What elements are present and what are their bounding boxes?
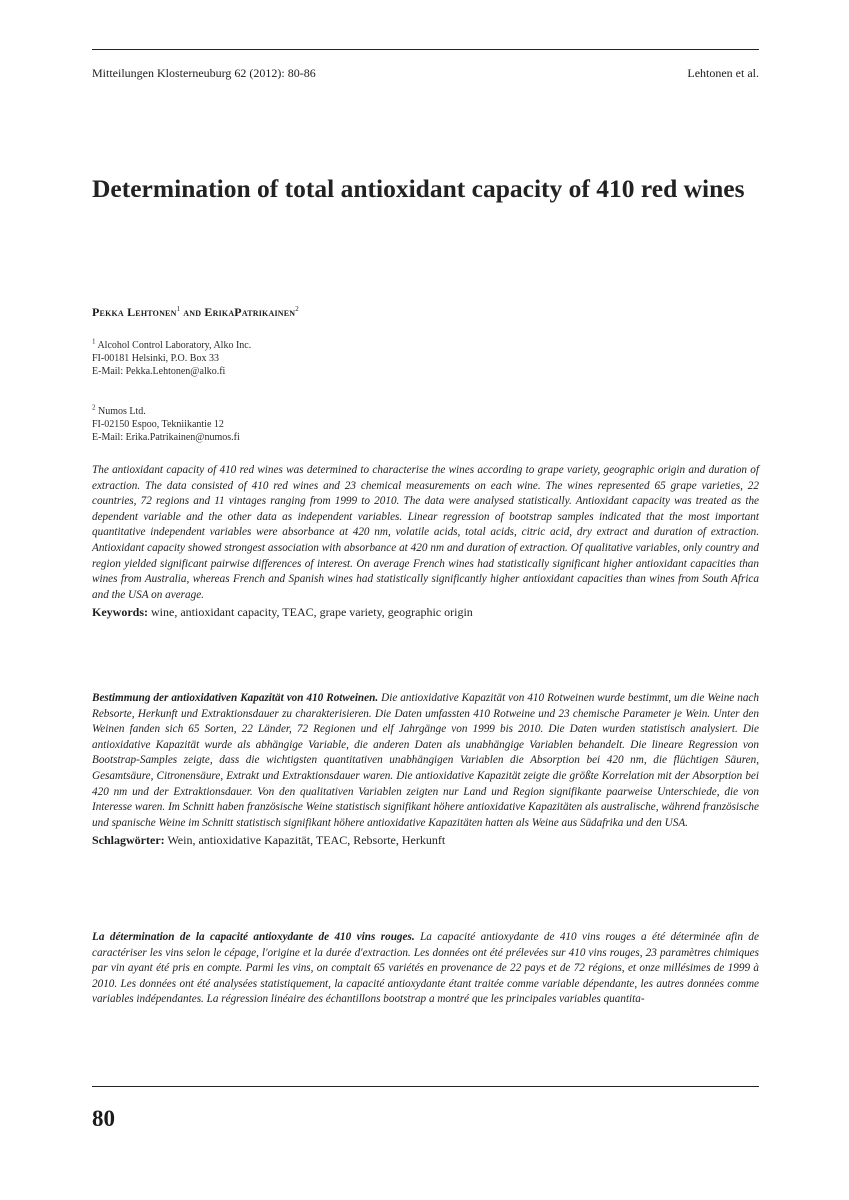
affiliation-1-name: Alcohol Control Laboratory, Alko Inc. xyxy=(95,340,252,351)
keywords-german xyxy=(92,833,759,849)
page-number: 80 xyxy=(92,1106,115,1131)
journal-citation: Mitteilungen Klosterneuburg 62 (2012): 80-86 xyxy=(92,66,316,80)
author-conjunction: and xyxy=(180,305,205,319)
author-1-sup: 1 xyxy=(176,305,181,313)
affiliation-2-sup: 2 xyxy=(92,403,96,412)
abstract-german xyxy=(92,691,762,849)
footer-rule xyxy=(92,1086,759,1087)
abstract-french xyxy=(92,930,762,1008)
affiliation-2-address: FI-02150 Espoo, Tekniikantie 12 xyxy=(92,419,224,430)
author-line xyxy=(92,305,299,320)
affiliation-1 xyxy=(92,339,251,378)
running-authors: Lehtonen et al. xyxy=(687,66,759,80)
abstract-english-text: The antioxidant capacity of 410 red wines was determined to characterise the wines according to grape variety, geographic origin and duration of extraction. The data consisted of 410 red wines and 23 chemical measurements on each wine. The wines represented 65 grape varieties, 22 countries, 72 regions and 11 vintages ranging from 1999 to 2010. The data were analysed statistically. Antioxidant capacity was treated as the dependent variable and the other data as independent variables. Linear regression of bootstrap samples indicated that the most important quantitative independent variables were absorbance at 420 nm, volatile acids, total acids, citric acid, dry extract and duration of extraction. Antioxidant capacity showed strongest association with absorbance at 420 nm and duration of extraction. Of qualitative variables, only country and region yielded significant pairwise differences of interest. On average French wines had statistically significant higher antioxidant capacities than wines from Australia, whereas French and Spanish wines had statistically significantly higher antioxidant capacities than wines from South Africa and the USA on average. xyxy=(92,464,759,601)
header-rule xyxy=(92,49,759,50)
author-1: Pekka Lehtonen xyxy=(92,305,177,319)
affiliation-1-address: FI-00181 Helsinki, P.O. Box 33 xyxy=(92,353,219,364)
paper-title: Determination of total antioxidant capacity of 410 red wines xyxy=(92,174,745,203)
abstract-french-text: La capacité antioxydante de 410 vins rouges a été déterminée afin de caractériser les vins selon le cépage, l'origine et la durée d'extraction. Les données ont été prélevées sur 410 vins rouges, 23 paramètres chimiques par vin ayant été pris en compte. Parmi les vins, on comptait 65 variétés en provenance de 22 pays et de 72 régions, et onze millésimes de 1999 à 2010. Les données ont été analysées statistiquement, la capacité antioxydante étant traitée comme variable dépendante, les autres données comme variables indépendantes. La régression linéaire des échantillons bootstrap a montré que les principales variables quantita- xyxy=(92,931,762,1006)
keywords-english xyxy=(92,605,759,621)
abstract-french-title: La détermination de la capacité antioxydante de 410 vins rouges. xyxy=(92,931,415,943)
affiliation-2-name: Numos Ltd. xyxy=(95,406,146,417)
abstract-english xyxy=(92,463,759,621)
keywords-german-label: Schlagwörter: xyxy=(92,833,165,848)
author-2-sup: 2 xyxy=(295,305,299,313)
keywords-german-list: Wein, antioxidative Kapazität, TEAC, Rebsorte, Herkunft xyxy=(164,833,446,848)
affiliation-1-sup: 1 xyxy=(92,337,96,346)
affiliation-2-email: E-Mail: Erika.Patrikainen@numos.fi xyxy=(92,432,240,443)
author-2: ErikaPatrikainen xyxy=(204,305,296,319)
keywords-english-list: wine, antioxidant capacity, TEAC, grape variety, geographic origin xyxy=(148,605,473,620)
abstract-german-title: Bestimmung der antioxidativen Kapazität von 410 Rotweinen. xyxy=(92,692,379,704)
affiliation-2 xyxy=(92,405,240,444)
abstract-german-text: Die antioxidative Kapazität von 410 Rotweinen wurde bestimmt, um die Weine nach Rebsorte, Herkunft und Extraktionsdauer zu charakterisieren. Die Daten umfassten 410 Rotweine und 23 chemische Parameter je Wein. Unter den Weinen fanden sich 65 Sorten, 22 Länder, 72 Regionen und elf Jahrgänge von 1999 bis 2010. Die Daten wurden statistisch analysiert. Die antioxidative Kapazität wurde als abhängige Variable, die anderen Daten als unabhängige Variablen behandelt. Die lineare Regression von Bootstrap-Samples zeigte, dass die wichtigsten quantitativen unabhängigen Variablen die Absorption bei 420 nm, die flüchtigen Säuren, Gesamtsäure, Citronensäure, Extrakt und Extraktionsdauer waren. Die antioxidative Kapazität zeigte die größte Korrelation mit der Absorption bei 420 nm und der Extraktionsdauer. Von den qualitativen Variablen zeigten nur Land und Region signifikante paarweise Unterschiede, die von Interesse waren. Im Schnitt haben französische Weine statistisch signifikant höhere antioxidative Kapazitäten als australische, während französische und spanische Weine im Schnitt statistisch signifikant höhere antioxidative Kapazitäten hatten als Weine aus Südafrika und den USA. xyxy=(92,692,762,829)
affiliation-1-email: E-Mail: Pekka.Lehtonen@alko.fi xyxy=(92,366,226,377)
keywords-english-label: Keywords: xyxy=(92,605,148,620)
